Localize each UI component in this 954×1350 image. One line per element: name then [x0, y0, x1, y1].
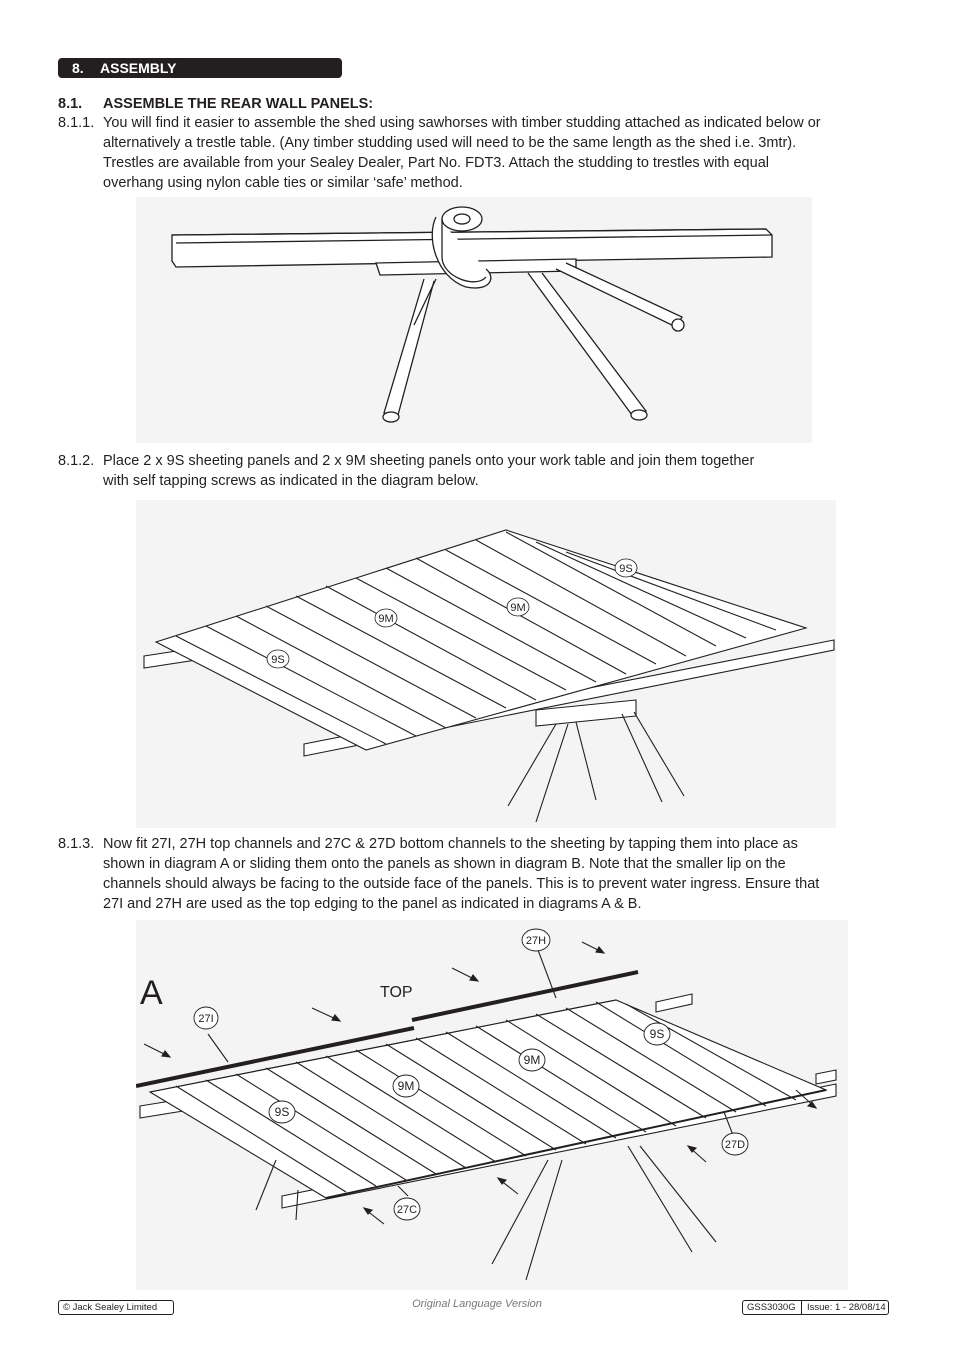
- step-line: 27I and 27H are used as the top edging to the panel as indicated in diagrams A & B.: [103, 896, 642, 912]
- step-line: You will find it easier to assemble the shed using sawhorses with timber studding attached as indicated below or: [103, 115, 821, 131]
- part-label: 27H: [525, 935, 547, 947]
- step-line: Trestles are available from your Sealey Dealer, Part No. FDT3. Attach the studding to trestles with equal: [103, 155, 769, 171]
- part-label: 27I: [198, 1013, 214, 1025]
- step-8-1-2: [0, 451, 954, 491]
- step-number: 8.1.1.: [58, 115, 95, 131]
- part-label: 27D: [724, 1139, 746, 1151]
- panel-label: 9S: [271, 654, 285, 666]
- subsection-number: 8.1.: [58, 96, 83, 112]
- footer-divider: [801, 1301, 802, 1314]
- footer-issue: Issue: 1 - 28/08/14: [807, 1302, 886, 1313]
- diagram-letter: A: [140, 974, 163, 1012]
- footer-language: Original Language Version: [412, 1298, 542, 1310]
- step-line: with self tapping screws as indicated in the diagram below.: [103, 473, 479, 489]
- step-8-1-3: [0, 834, 954, 914]
- diagram-a-illustration: [136, 920, 848, 1290]
- step-number: 8.1.2.: [58, 453, 95, 469]
- step-8-1-1: [0, 113, 954, 193]
- subsection-title: ASSEMBLE THE REAR WALL PANELS:: [103, 96, 374, 112]
- panel-label: 9M: [378, 613, 394, 625]
- step-line: channels should always be facing to the outside face of the panels. This is to prevent water ingress. Ensure that: [103, 876, 820, 892]
- step-line: alternatively a trestle table. (Any timber studding used will need to be the same length as the shed i.e. 3mtr).: [103, 135, 797, 151]
- trestle-illustration: [136, 197, 812, 443]
- part-label: 27C: [396, 1204, 418, 1216]
- step-line: Place 2 x 9S sheeting panels and 2 x 9M sheeting panels onto your work table and join them together: [103, 453, 755, 469]
- panel-label: 9M: [510, 602, 526, 614]
- part-label: 9S: [274, 1105, 290, 1119]
- section-header: [58, 58, 342, 78]
- footer-issue-box: [742, 1300, 889, 1315]
- footer-code: GSS3030G: [747, 1302, 796, 1313]
- part-label: 9S: [649, 1027, 665, 1041]
- part-label: 9M: [523, 1053, 541, 1067]
- step-line: overhang using nylon cable ties or similar ‘safe’ method.: [103, 175, 463, 191]
- sheeting-panels-illustration: [136, 500, 836, 828]
- panel-label: 9S: [619, 563, 633, 575]
- step-line: shown in diagram A or sliding them onto the panels as shown in diagram B. Note that the smaller lip on the: [103, 856, 786, 872]
- subsection-heading: [0, 94, 954, 114]
- section-title: ASSEMBLY: [100, 60, 177, 76]
- step-number: 8.1.3.: [58, 836, 95, 852]
- part-label: 9M: [397, 1079, 415, 1093]
- section-number: 8.: [72, 60, 84, 76]
- top-label: TOP: [380, 984, 413, 1001]
- footer-copyright: © Jack Sealey Limited: [58, 1300, 174, 1315]
- step-line: Now fit 27I, 27H top channels and 27C & 27D bottom channels to the sheeting by tapping them into place as: [103, 836, 798, 852]
